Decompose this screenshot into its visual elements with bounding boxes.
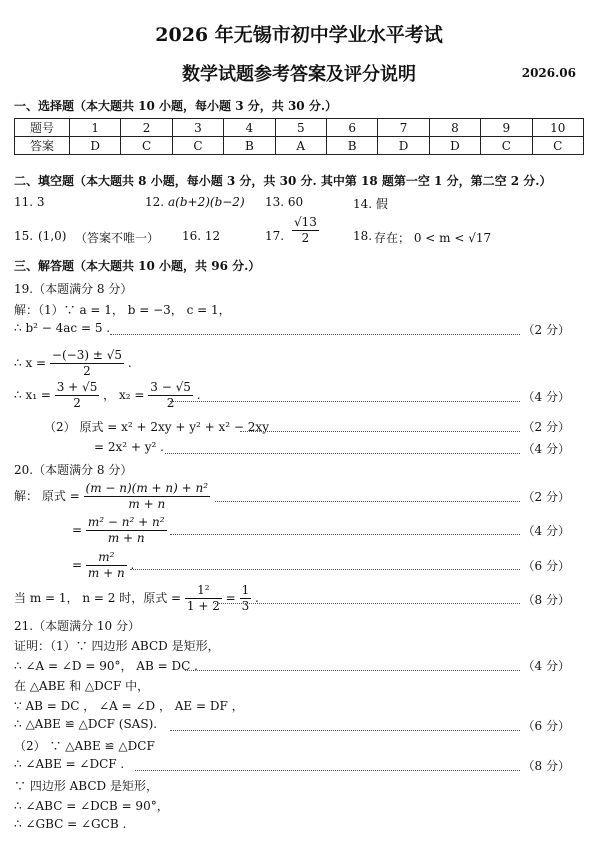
q21-line8: ∵ 四边形 ABCD 是矩形， bbox=[14, 779, 158, 793]
fraction-denominator: 1 + 2 bbox=[186, 599, 220, 613]
answer-q11: 11. 3 bbox=[14, 195, 45, 209]
answer-q18-number: 18. bbox=[353, 229, 373, 243]
dotted-leader bbox=[185, 669, 520, 671]
question-number-cell: 10 bbox=[532, 119, 583, 137]
q21-line5: ∴ △ABE ≌ △DCF (SAS). bbox=[14, 717, 158, 731]
fraction-numerator: m² − n² + n² bbox=[87, 515, 165, 529]
q21-line4: ∵ AB = DC ， ∠A = ∠D ， AE = DF ， bbox=[14, 699, 244, 713]
q21-line2: ∴ ∠A = ∠D = 90°， AB = DC . bbox=[14, 659, 198, 673]
question-number-cell: 6 bbox=[326, 119, 377, 137]
score-mark: （6 分） bbox=[522, 719, 570, 733]
equals-sign: = bbox=[225, 591, 236, 605]
score-mark: （4 分） bbox=[522, 442, 570, 456]
q20-line4: 当 m = 1， n = 2 时，原式 = $\frac{\text{1²}}{1 + 2}$ = $\frac{1}{3}$ . bbox=[14, 583, 259, 613]
score-mark: （2 分） bbox=[522, 490, 570, 504]
answer-cell: C bbox=[121, 137, 172, 155]
fraction-denominator: 2 bbox=[83, 364, 91, 378]
q20-title: 20.（本题满分 8 分） bbox=[14, 463, 133, 477]
q19-line3-prefix: ∴ x = bbox=[14, 356, 47, 370]
dotted-leader bbox=[170, 533, 520, 535]
dotted-leader bbox=[130, 568, 520, 570]
answer-cell: C bbox=[172, 137, 223, 155]
q21-line3: 在 △ABE 和 △DCF 中， bbox=[14, 679, 150, 693]
q20-line3-prefix: = bbox=[72, 558, 83, 572]
answer-q15-note: （答案不唯一） bbox=[75, 231, 160, 245]
score-mark: （2 分） bbox=[522, 420, 570, 434]
q19-line3: ∴ x = $\frac{-(-3) \pm √5}{2}$ . bbox=[14, 348, 132, 378]
question-number-cell: 9 bbox=[481, 119, 532, 137]
dotted-leader bbox=[135, 769, 520, 771]
fraction-numerator: 3 + √5 bbox=[56, 380, 98, 394]
score-mark: （4 分） bbox=[522, 524, 570, 538]
fraction-numerator: m² bbox=[86, 550, 127, 566]
score-mark: （4 分） bbox=[522, 390, 570, 404]
answer-q16: 16. 12 bbox=[182, 229, 221, 243]
answer-cell: B bbox=[224, 137, 275, 155]
q20-line1 bbox=[14, 481, 210, 512]
answer-q14: 14. 假 bbox=[353, 197, 388, 211]
question-number-cell: 7 bbox=[378, 119, 429, 137]
exam-title: 2026 年无锡市初中学业水平考试 bbox=[155, 24, 443, 46]
document-date: 2026.06 bbox=[521, 66, 576, 80]
q19-title: 19.（本题满分 8 分） bbox=[14, 282, 133, 296]
score-mark: （6 分） bbox=[522, 559, 570, 573]
dotted-leader bbox=[240, 430, 520, 432]
fraction-numerator: √13 bbox=[294, 215, 317, 229]
question-number-cell: 2 bbox=[121, 119, 172, 137]
q19-line4-mid: ， x₂ = bbox=[103, 388, 145, 402]
question-number-cell: 1 bbox=[70, 119, 121, 137]
q21-line1: 证明：（1）∵ 四边形 ABCD 是矩形， bbox=[14, 639, 220, 653]
q19-line4-prefix: ∴ x₁ = bbox=[14, 388, 51, 402]
fraction-denominator: 2 bbox=[73, 396, 81, 410]
answer-q13: 13. 60 bbox=[265, 195, 304, 209]
fraction-denominator: m + n bbox=[128, 497, 166, 511]
fraction-numerator: (m − n)(m + n) + n² bbox=[85, 481, 209, 495]
answer-cell: D bbox=[378, 137, 429, 155]
answer-cell: B bbox=[326, 137, 377, 155]
answer-cell: C bbox=[532, 137, 583, 155]
section1-heading: 一、选择题（本大题共 10 小题，每小题 3 分，共 30 分.） bbox=[14, 99, 337, 113]
fraction-numerator: 3 − √5 bbox=[150, 380, 191, 394]
dotted-leader bbox=[165, 452, 520, 454]
answer-q12: a(b+2)(b−2) bbox=[168, 195, 245, 209]
question-number-cell: 4 bbox=[224, 119, 275, 137]
q21-line10: ∴ ∠GBC = ∠GCB . bbox=[14, 817, 127, 831]
q20-line4-prefix: 当 m = 1， n = 2 时，原式 = bbox=[14, 591, 182, 605]
q19-line6: = 2x² + y² . bbox=[94, 440, 164, 454]
dotted-leader bbox=[110, 333, 520, 335]
answer-cell: C bbox=[481, 137, 532, 155]
answer-q15-number: 15. bbox=[14, 229, 34, 243]
answer-cell: D bbox=[70, 137, 121, 155]
q19-line4: ∴ x₁ = $\frac{3 + √5}{2}$ ， x₂ = $\frac{3 - √5}{2}$ . bbox=[14, 380, 201, 410]
q20-line2 bbox=[72, 515, 167, 546]
fraction-numerator: −(−3) ± √5 bbox=[51, 348, 122, 362]
section3-heading: 三、解答题（本大题共 10 小题，共 96 分.） bbox=[14, 259, 261, 273]
dotted-leader bbox=[170, 729, 520, 731]
answer-row bbox=[15, 137, 584, 155]
answer-q15: (1,0) bbox=[38, 229, 67, 243]
score-mark: （4 分） bbox=[522, 659, 570, 673]
answer-cell: A bbox=[275, 137, 326, 155]
question-number-cell: 5 bbox=[275, 119, 326, 137]
q21-line9: ∴ ∠ABC = ∠DCB = 90°， bbox=[14, 799, 169, 813]
fraction-denominator: 2 bbox=[166, 396, 175, 410]
answer-cell: D bbox=[429, 137, 480, 155]
q20-line1-prefix: 解： 原式 = bbox=[14, 489, 80, 503]
q21-title: 21.（本题满分 10 分） bbox=[14, 619, 140, 633]
answer-q12-number: 12. bbox=[145, 195, 165, 209]
row-label-answer: 答案 bbox=[15, 137, 70, 155]
dotted-leader bbox=[215, 602, 520, 604]
question-number-cell: 8 bbox=[429, 119, 480, 137]
answer-q18: 存在； 0 < m < √17 bbox=[374, 231, 492, 245]
question-number-row bbox=[15, 119, 584, 137]
question-number-cell: 3 bbox=[172, 119, 223, 137]
q19-line1: 解：（1）∵ a = 1， b = −3， c = 1， bbox=[14, 303, 231, 317]
section2-heading: 二、填空题（本大题共 8 小题，每小题 3 分，共 30 分. 其中第 18 题第一空 1 分，第二空 2 分.） bbox=[14, 174, 552, 188]
row-label-question-number: 题号 bbox=[15, 119, 70, 137]
document-subtitle: 数学试题参考答案及评分说明 bbox=[182, 64, 416, 85]
fraction-denominator: 2 bbox=[301, 231, 310, 245]
fraction-denominator: 3 bbox=[241, 599, 250, 613]
q20-line3: = $\frac{\text{m²}}{m + n}$ . bbox=[72, 550, 135, 580]
score-mark: （8 分） bbox=[522, 593, 570, 607]
q21-line7: ∴ ∠ABE = ∠DCF . bbox=[14, 757, 125, 771]
answer-q17-number: 17. bbox=[265, 229, 285, 243]
answer-q17-fraction bbox=[292, 215, 319, 246]
q19-line2: ∴ b² − 4ac = 5 . bbox=[14, 321, 111, 335]
score-mark: （8 分） bbox=[522, 759, 570, 773]
fraction-denominator: m + n bbox=[87, 566, 125, 580]
dotted-leader bbox=[215, 500, 520, 502]
fraction-numerator: 1² bbox=[185, 583, 222, 599]
q20-line2-prefix: = bbox=[72, 523, 83, 537]
q21-line6: （2） ∵ △ABE ≌ △DCF bbox=[14, 739, 155, 753]
fraction-numerator: 1 bbox=[241, 583, 250, 597]
q19-line5: （2） 原式 = x² + 2xy + y² + x² − 2xy bbox=[44, 420, 269, 434]
score-mark: （2 分） bbox=[522, 323, 570, 337]
multiple-choice-answer-table bbox=[14, 118, 584, 155]
fraction-denominator: m + n bbox=[107, 531, 145, 545]
dotted-leader bbox=[170, 400, 520, 402]
